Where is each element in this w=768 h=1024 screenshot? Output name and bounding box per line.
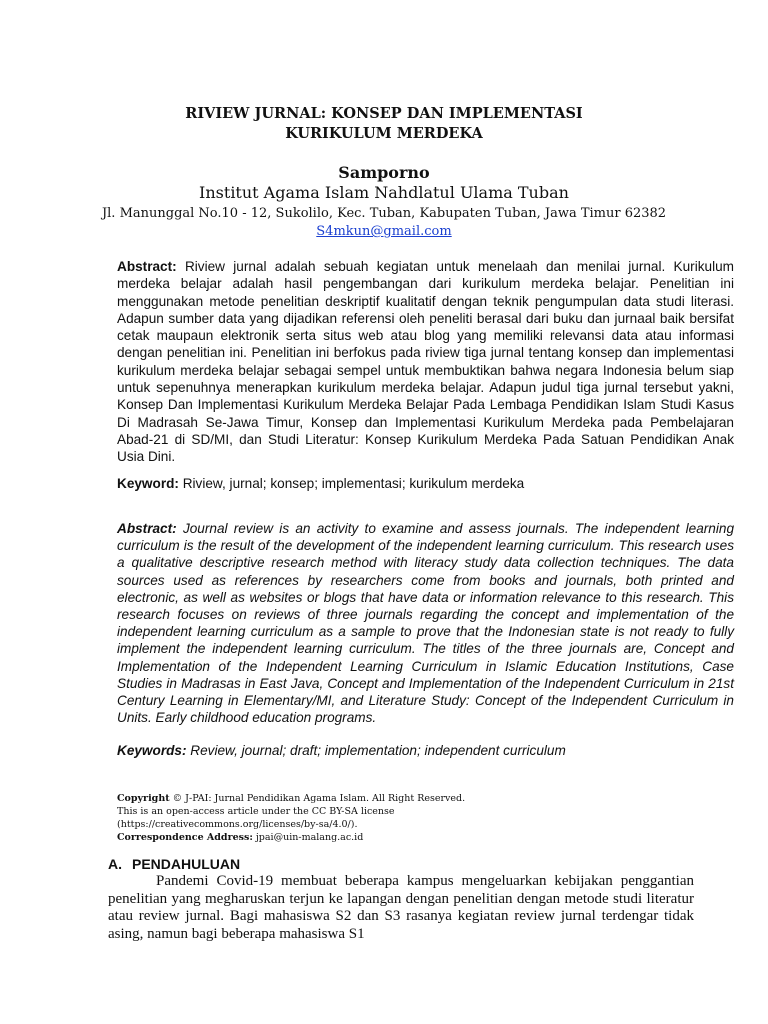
section-number: A. (108, 856, 122, 872)
copyright-text: © J-PAI: Jurnal Pendidikan Agama Islam. All Right Reserved. (172, 793, 466, 804)
author-name: Samporno (338, 163, 430, 182)
paper-title (0, 104, 768, 144)
keywords-indonesian-text: Riview, jurnal; konsep; implementasi; kurikulum merdeka (182, 476, 525, 491)
author-email-link[interactable]: S4mkun@gmail.com (316, 224, 452, 239)
paper-title-line-2: KURIKULUM MERDEKA (285, 125, 483, 142)
abstract-english (117, 520, 734, 726)
correspondence-label: Correspondence Address: (117, 832, 253, 843)
license-line-2: (https://creativecommons.org/licenses/by-sa/4.0/). (117, 819, 358, 830)
section-title: PENDAHULUAN (132, 856, 241, 872)
copyright-notice (117, 792, 617, 844)
keywords-english-text: Review, journal; draft; implementation; independent curriculum (190, 743, 566, 758)
keywords-indonesian (117, 475, 734, 493)
copyright-line (117, 792, 617, 805)
section-heading (108, 855, 240, 873)
correspondence-value: jpai@uin-malang.ac.id (255, 832, 364, 843)
license-line-1: This is an open-access article under the CC BY-SA license (117, 806, 395, 817)
keywords-indonesian-label: Keyword: (117, 476, 179, 491)
keywords-english (117, 742, 734, 760)
abstract-english-text: Journal review is an activity to examine and assess journals. The independent learning curriculum is the result of the development of the independent learning curriculum. This research uses a qualitative descriptive research method with literacy study data collection techniques. The data sources used as references by researchers come from books and journals, both printed and electronic, as well as websites or blogs that have data or information relevance to this research. This research focuses on reviews of three journals regarding the concept and implementation of the independent learning curriculum as a sample to prove that the Indonesian state is not ready to fully implement the independent learning curriculum. The titles of the three journals are, Concept and Implementation of the Independent Learning Curriculum in Islamic Education Institutions, Case Studies in Madrasas in East Java, Concept and Implementation of the Independent Curriculum in 21st Century Learning in Elementary/MI, and Literature Study: Concept of the Independent Curriculum in Units. Early childhood education programs. (117, 521, 735, 726)
copyright-label: Copyright (117, 793, 170, 804)
keywords-english-label: Keywords: (117, 743, 187, 758)
paper-title-line-1: RIVIEW JURNAL: KONSEP DAN IMPLEMENTASI (185, 105, 583, 122)
author-institution: Institut Agama Islam Nahdlatul Ulama Tuban (199, 183, 569, 202)
abstract-indonesian (117, 258, 734, 466)
author-address: Jl. Manunggal No.10 - 12, Sukolilo, Kec. Tuban, Kabupaten Tuban, Jawa Timur 62382 (101, 206, 667, 221)
author-email (0, 223, 768, 241)
abstract-english-label: Abstract: (117, 521, 177, 536)
abstract-indonesian-label: Abstract: (117, 259, 177, 274)
correspondence-line (117, 831, 617, 844)
abstract-indonesian-text: Riview jurnal adalah sebuah kegiatan untuk menelaah dan menilai jurnal. Kurikulum merdeka belajar adalah hasil pengembangan dari kurikulum merdeka belajar. Penelitian ini menggunakan metode penelitian deskriptif kualitatif dengan teknik pengumpulan data studi literasi. Adapun sumber data yang dijadikan referensi oleh peneliti berasal dari buku dan jurnaal baik bersifat cetak maupaun elektronik serta situs web atau blog yang memiliki relevansi data atau informasi dengan penelitian ini. Penelitian ini berfokus pada riview tiga jurnal tentang konsep dan implementasi kurikulum merdeka belajar sebagai sempel untuk membuktikan bahwa negara Indonesia belum siap untuk sepenuhnya menerapkan kurikulum merdeka belajar. Adapun judul tiga jurnal tersebut yakni, Konsep Dan Implementasi Kurikulum Merdeka Belajar Pada Lembaga Pendidikan Islam Studi Kasus Di Madrasah Se-Jawa Timur, Konsep dan Implementasi Kurikulum Merdeka pada Pembelajaran Abad-21 di SD/MI, dan Studi Literatur: Konsep Kurikulum Merdeka Pada Satuan Pendidikan Anak Usia Dini. (117, 259, 734, 465)
section-body: Pandemi Covid-19 membuat beberapa kampus mengeluarkan kebijakan penggantian penelitian yang megharuskan terjun ke lapangan dengan penelitian dengan metode studi literatur atau review jurnal. Bagi mahasiswa S2 dan S3 rasanya kegiatan review jurnal terdengar tidak asing, namun bagi beberapa mahasiswa S1 (108, 873, 694, 942)
